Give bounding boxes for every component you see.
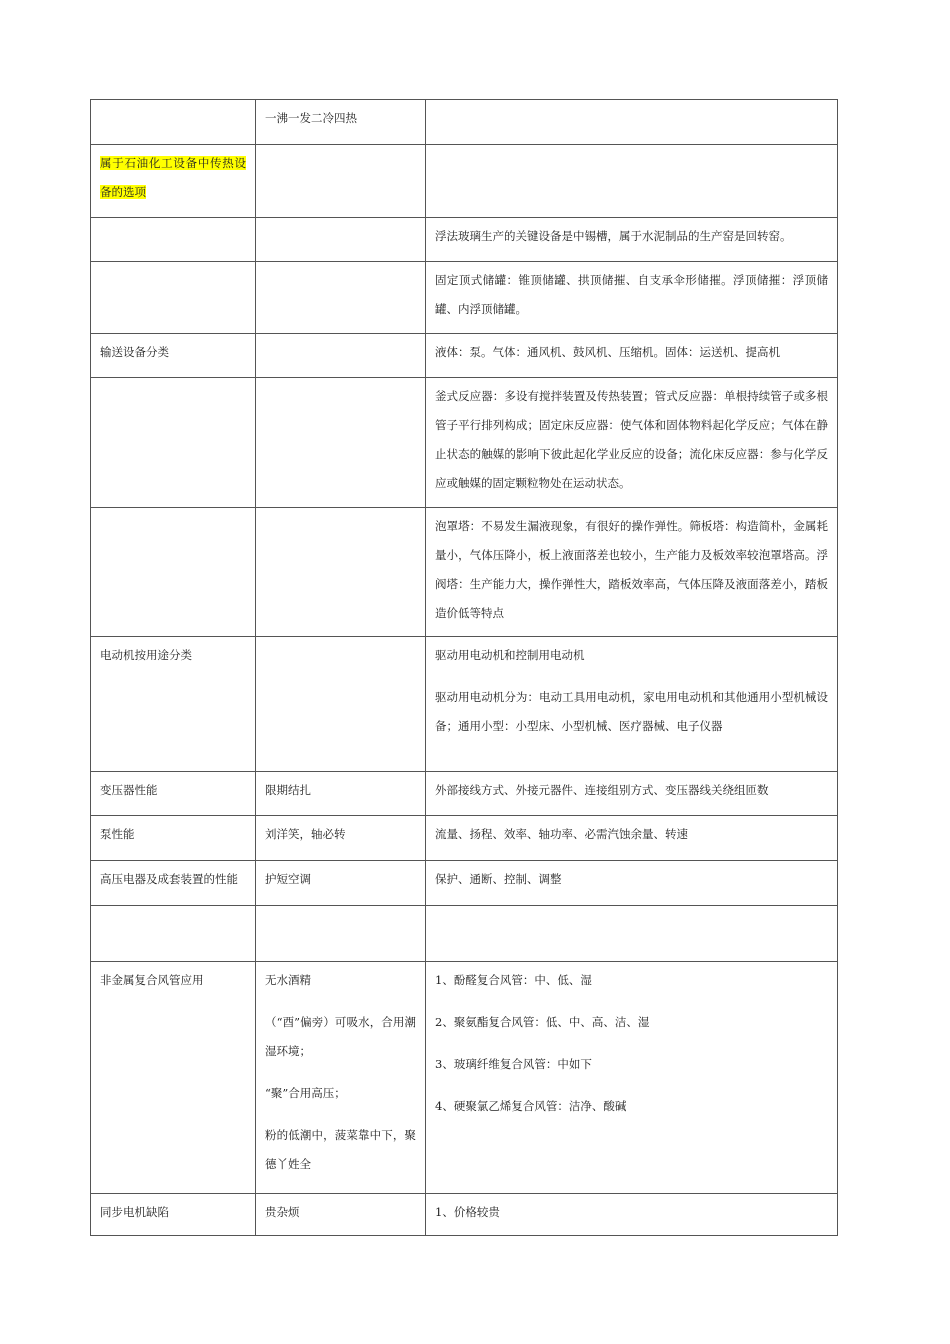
mnemonic-cell [256,962,426,1194]
row-label: 高压电器及成套装置的性能 [100,872,238,886]
mnemonic-cell [256,334,426,378]
mnemonic-text: 贵杂烦 [265,1205,300,1219]
table-row [91,508,838,637]
detail-text: 驱动用电动机和控制用电动机 [435,648,585,662]
detail-cell [426,262,838,334]
detail-text: 流量、扬程、效率、轴功率、必需汽蚀余量、转速 [435,827,688,841]
detail-cell [426,816,838,861]
table-row [91,772,838,816]
row-label: 泵性能 [100,827,135,841]
detail-cell [426,378,838,508]
table-row [91,906,838,962]
table-row [91,334,838,378]
row-label: 非金属复合风管应用 [100,973,204,987]
mnemonic-cell [256,906,426,962]
detail-cell [426,637,838,772]
table-row [91,816,838,861]
mnemonic-cell [256,100,426,145]
table-row [91,962,838,1194]
mnemonic-text: 刘洋笑，轴必转 [265,827,346,841]
row-label-cell [91,816,256,861]
table-row [91,100,838,145]
table-row [91,637,838,772]
detail-cell [426,962,838,1194]
detail-text: 3、玻璃纤维复合风管：中如下 [435,1057,592,1071]
detail-text: 1、酚醛复合风管：中、低、湿 [435,973,592,987]
row-label-cell [91,262,256,334]
mnemonic-text: 护短空调 [265,872,311,886]
row-label-cell [91,218,256,262]
detail-cell [426,772,838,816]
mnemonic-cell [256,218,426,262]
mnemonic-cell [256,637,426,772]
row-label-cell [91,145,256,218]
detail-cell [426,1194,838,1236]
mnemonic-text: 无水酒精 [265,973,311,987]
mnemonic-text: （“酉”偏旁）可吸水，合用潮湿环境； [265,1015,416,1058]
mnemonic-cell [256,262,426,334]
detail-text: 釜式反应器：多设有搅拌装置及传热装置；管式反应器：单根持续管子或多根管子平行排列构成；固定床反应器：使气体和固体物料起化学反应；气体在静止状态的触媒的影响下彼此起化学业反应的设备；流化床反应器：参与化学反应或触媒的固定颗粒物处在运动状态。 [435,389,828,490]
mnemonic-text: “聚”合用高压； [265,1086,346,1100]
detail-text: 固定顶式储罐：锥顶储罐、拱顶储摧、自支承伞形储摧。浮顶储摧：浮顶储罐、内浮顶储罐。 [435,273,828,316]
row-label-cell [91,861,256,906]
detail-cell [426,508,838,637]
detail-text: 浮法玻璃生产的关键设备是中锡槽，属于水泥制品的生产窑是回转窑。 [435,229,792,243]
row-label-cell [91,962,256,1194]
row-label-cell [91,100,256,145]
row-label-cell [91,906,256,962]
detail-text: 1、价格较贵 [435,1205,500,1219]
mnemonic-text: 一沸一发二冷四热 [265,111,357,125]
row-label-cell [91,1194,256,1236]
detail-text: 2、聚氨酯复合风管：低、中、高、洁、湿 [435,1015,650,1029]
mnemonic-cell [256,378,426,508]
table-row [91,1194,838,1236]
table-row [91,218,838,262]
detail-cell [426,906,838,962]
table-row [91,861,838,906]
row-label-cell [91,334,256,378]
detail-text: 外部接线方式、外接元器件、连接组别方式、变压器线关绕组匝数 [435,783,769,797]
table-row [91,145,838,218]
mnemonic-text: 限期结扎 [265,783,311,797]
detail-cell [426,218,838,262]
row-label-cell [91,637,256,772]
row-label: 输送设备分类 [100,345,169,359]
row-label-cell [91,508,256,637]
mnemonic-cell [256,145,426,218]
row-label: 同步电机缺陷 [100,1205,169,1219]
table-row [91,378,838,508]
row-label-cell [91,772,256,816]
table-row [91,262,838,334]
row-label-cell [91,378,256,508]
mnemonic-cell [256,508,426,637]
detail-text: 泡罩塔：不易发生漏液现象，有很好的操作弹性。筛板塔：构造简朴，金属耗量小，气体压降小，板上液面落差也较小，生产能力及板效率较泡罩塔高。浮阀塔：生产能力大，操作弹性大，踏板效率高，气体压降及液面落差小，踏板造价低等特点 [435,519,828,620]
detail-cell [426,334,838,378]
mnemonic-cell [256,772,426,816]
mnemonic-text: 粉的低潮中，菠菜靠中下，聚德丫姓全 [265,1128,416,1171]
mnemonic-cell [256,1194,426,1236]
highlighted-label: 属于石油化工设备中传热设备的选项 [100,156,246,199]
detail-text: 保护、通断、控制、调整 [435,872,562,886]
detail-text: 4、硬聚氯乙烯复合风管：洁净、酸碱 [435,1099,627,1113]
detail-cell [426,145,838,218]
mnemonic-cell [256,816,426,861]
detail-cell [426,100,838,145]
detail-cell [426,861,838,906]
detail-text: 驱动用电动机分为：电动工具用电动机，家电用电动机和其他通用小型机械设备；通用小型：小型床、小型机械、医疗器械、电子仪器 [435,690,828,733]
mnemonic-cell [256,861,426,906]
row-label: 变压器性能 [100,783,158,797]
row-label: 电动机按用途分类 [100,648,192,662]
notes-table [90,99,838,1236]
detail-text: 液体：泵。气体：通风机、鼓风机、压缩机。固体：运送机、提高机 [435,345,780,359]
